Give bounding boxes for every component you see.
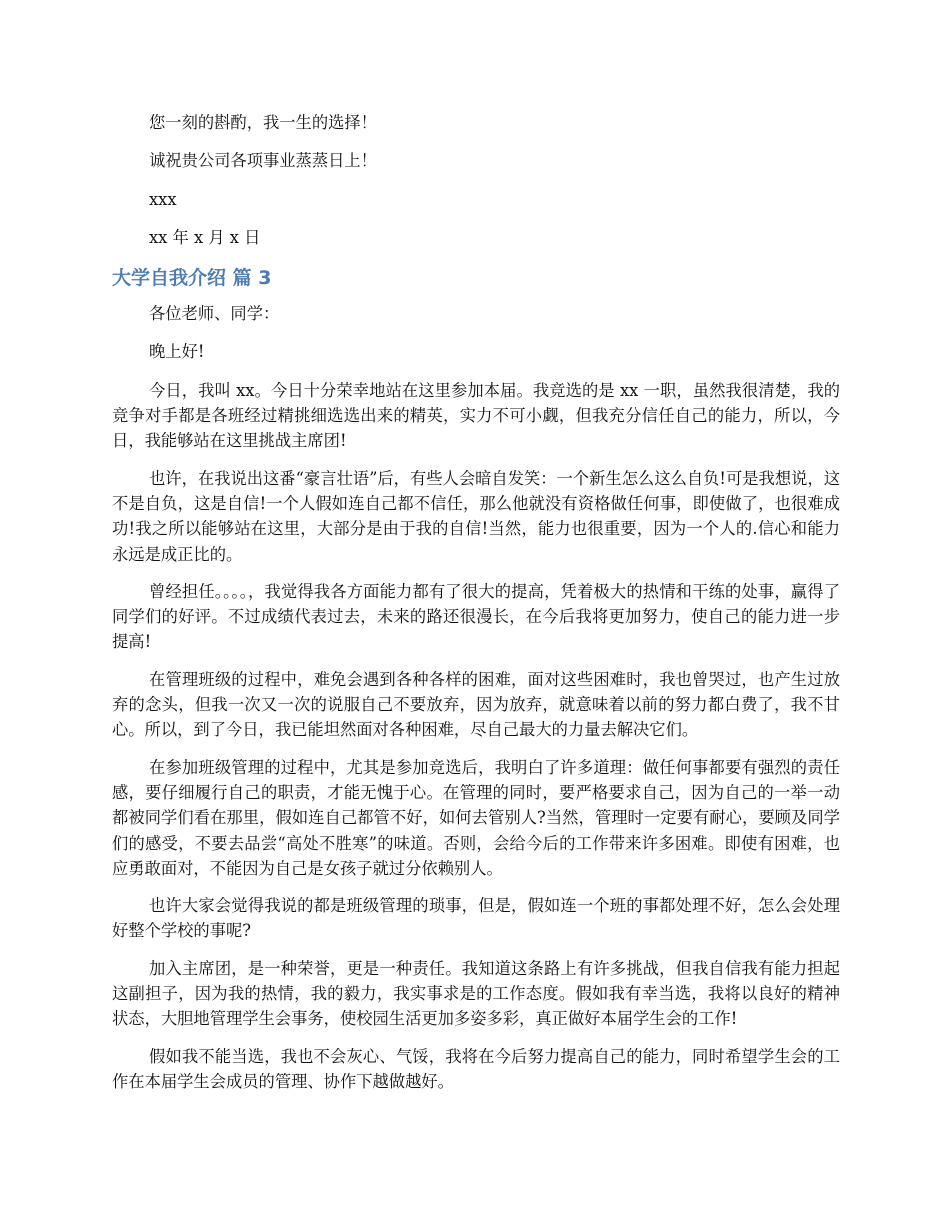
body-paragraph: 假如我不能当选，我也不会灰心、气馁，我将在今后努力提高自己的能力，同时希望学生会的工作在本届学生会成员的管理、协作下越做越好。 <box>112 1046 840 1091</box>
body-paragraph: 加入主席团，是一种荣誉，更是一种责任。我知道这条路上有许多挑战，但我自信我有能力担起这副担子，因为我的热情，我的毅力，我实事求是的工作态度。假如我有幸当选，我将以良好的精神状态，大胆地管理学生会事务，使校园生活更加多姿多彩，真正做好本届学生会的工作! <box>112 958 840 1029</box>
body-paragraph: 曾经担任。。。。，我觉得我各方面能力都有了很大的提高，凭着极大的热情和干练的处事，赢得了同学们的好评。不过成绩代表过去，未来的路还很漫长，在今后我将更加努力，使自己的能力进一步提高! <box>112 581 840 652</box>
closing-line: 您一刻的斟酌，我一生的选择！ <box>149 113 377 132</box>
body-paragraph: 也许，在我说出这番“豪言壮语”后，有些人会暗自发笑：一个新生怎么这么自负!可是我想说，这不是自负，这是自信!一个人假如连自己都不信任，那么他就没有资格做任何事，即使做了，也很难成功!我之所以能够站在这里，大部分是由于我的自信!当然，能力也很重要，因为一个人的.信心和能力永远是成正比的。 <box>112 468 840 564</box>
body-paragraph: 在参加班级管理的过程中，尤其是参加竞选后，我明白了许多道理：做任何事都要有强烈的责任感，要仔细履行自己的职责，才能无愧于心。在管理的同时，要严格要求自己，因为自己的一举一动都被同学们看在那里，假如连自己都管不好，如何去管别人?当然，管理时一定要有耐心，要顾及同学们的感受，不要去品尝“高处不胜寒”的味道。否则，会给今后的工作带来许多困难。即使有困难，也应勇敢面对，不能因为自己是女孩子就过分依赖别人。 <box>112 757 840 878</box>
document-page <box>112 110 840 1106</box>
body-paragraph: 也许大家会觉得我说的都是班级管理的琐事，但是，假如连一个班的事都处理不好，怎么会处理好整个学校的事呢? <box>112 896 840 941</box>
signature-name: xxx <box>149 189 177 209</box>
section-heading: 大学自我介绍 篇 3 <box>112 267 272 290</box>
signature-date: xx 年 x 月 x 日 <box>149 227 261 247</box>
greeting-line: 晚上好! <box>149 342 205 362</box>
closing-line: 诚祝贵公司各项事业蒸蒸日上！ <box>149 151 377 171</box>
body-paragraph: 在管理班级的过程中，难免会遇到各种各样的困难，面对这些困难时，我也曾哭过，也产生过放弃的念头，但我一次又一次的说服自己不要放弃，因为放弃，就意味着以前的努力都白费了，我不甘心。所以，到了今日，我已能坦然面对各种困难，尽自己最大的力量去解决它们。 <box>112 669 840 740</box>
body-paragraph: 今日，我叫 xx。今日十分荣幸地站在这里参加本届。我竞选的是 xx 一职，虽然我很清楚，我的竞争对手都是各班经过精挑细选选出来的精英，实力不可小觑，但我充分信任自己的能力，所以，今日，我能够站在这里挑战主席团! <box>112 380 840 451</box>
greeting-line: 各位老师、同学： <box>149 304 280 324</box>
